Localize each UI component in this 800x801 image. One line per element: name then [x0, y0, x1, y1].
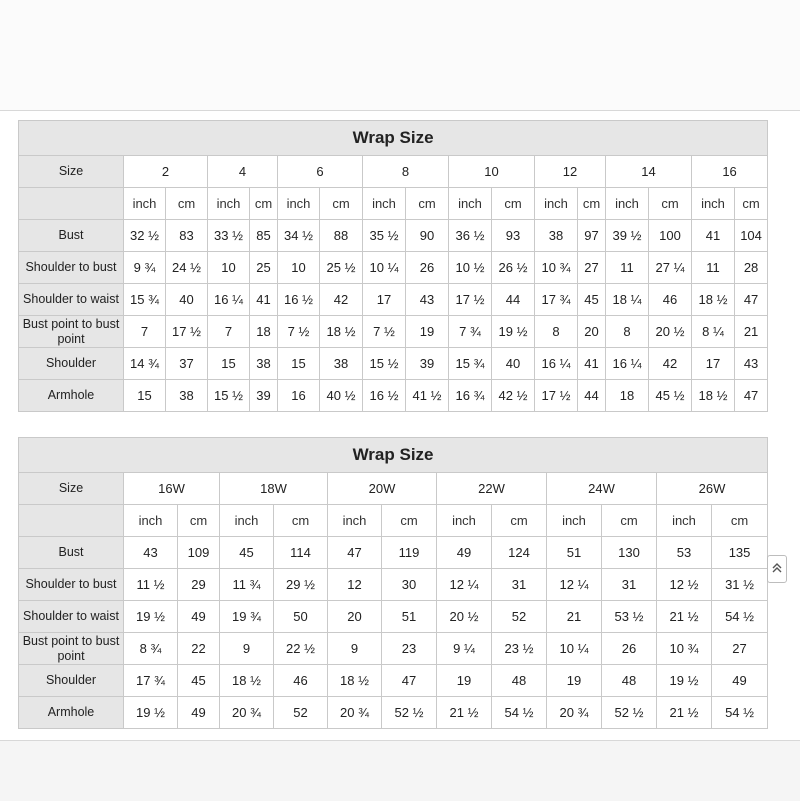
size-header-row — [19, 473, 768, 505]
measurement-value: 54 ½ — [492, 697, 547, 729]
measurement-value: 46 — [649, 284, 692, 316]
measurement-value: 54 ½ — [712, 601, 768, 633]
wrap-size-table-standard — [18, 120, 768, 412]
measurement-value: 20 — [328, 601, 382, 633]
unit-inch-header: inch — [657, 505, 712, 537]
unit-cm-header: cm — [320, 188, 363, 220]
measurement-value: 35 ½ — [363, 220, 406, 252]
table-row — [19, 220, 768, 252]
measurement-value: 38 — [250, 348, 278, 380]
measurement-value: 11 ¾ — [220, 569, 274, 601]
measurement-value: 9 — [220, 633, 274, 665]
unit-row-label — [19, 188, 124, 220]
unit-header-row — [19, 188, 768, 220]
measurement-value: 52 ½ — [602, 697, 657, 729]
measurement-value: 49 — [437, 537, 492, 569]
measurement-value: 52 ½ — [382, 697, 437, 729]
measurement-value: 19 — [406, 316, 449, 348]
measurement-value: 25 — [250, 252, 278, 284]
measurement-value: 38 — [166, 380, 208, 412]
measurement-value: 7 ½ — [278, 316, 320, 348]
size-header: 18W — [220, 473, 328, 505]
measurement-value: 9 — [328, 633, 382, 665]
measurement-value: 14 ¾ — [124, 348, 166, 380]
size-header: 12 — [535, 156, 606, 188]
measurement-value: 17 ½ — [166, 316, 208, 348]
unit-cm-header: cm — [492, 188, 535, 220]
measurement-value: 19 ¾ — [220, 601, 274, 633]
measurement-value: 21 ½ — [657, 697, 712, 729]
measurement-value: 85 — [250, 220, 278, 252]
measurement-value: 12 ½ — [657, 569, 712, 601]
measurement-value: 11 ½ — [124, 569, 178, 601]
measurement-value: 8 — [606, 316, 649, 348]
measurement-value: 41 ½ — [406, 380, 449, 412]
measurement-value: 53 ½ — [602, 601, 657, 633]
size-label: Size — [19, 156, 124, 188]
measurement-value: 20 ½ — [437, 601, 492, 633]
measurement-value: 18 ½ — [692, 380, 735, 412]
measurement-value: 16 ½ — [278, 284, 320, 316]
measurement-value: 43 — [406, 284, 449, 316]
table-row — [19, 252, 768, 284]
measurement-value: 45 — [178, 665, 220, 697]
measurement-value: 45 — [220, 537, 274, 569]
measurement-value: 26 — [602, 633, 657, 665]
table-row — [19, 665, 768, 697]
measurement-value: 19 ½ — [124, 601, 178, 633]
measurement-value: 100 — [649, 220, 692, 252]
measurement-value: 20 ¾ — [547, 697, 602, 729]
measurement-label: Bust — [19, 537, 124, 569]
measurement-value: 23 ½ — [492, 633, 547, 665]
measurement-value: 45 — [578, 284, 606, 316]
unit-inch-header: inch — [535, 188, 578, 220]
measurement-value: 90 — [406, 220, 449, 252]
unit-inch-header: inch — [437, 505, 492, 537]
measurement-value: 114 — [274, 537, 328, 569]
measurement-value: 20 ¾ — [328, 697, 382, 729]
table-title: Wrap Size — [19, 121, 768, 156]
measurement-value: 54 ½ — [712, 697, 768, 729]
measurement-value: 53 — [657, 537, 712, 569]
measurement-value: 49 — [712, 665, 768, 697]
measurement-value: 18 — [250, 316, 278, 348]
unit-cm-header: cm — [406, 188, 449, 220]
measurement-value: 33 ½ — [208, 220, 250, 252]
measurement-value: 18 — [606, 380, 649, 412]
measurement-value: 40 — [166, 284, 208, 316]
measurement-value: 23 — [382, 633, 437, 665]
measurement-value: 10 — [208, 252, 250, 284]
measurement-value: 47 — [382, 665, 437, 697]
unit-inch-header: inch — [278, 188, 320, 220]
measurement-value: 25 ½ — [320, 252, 363, 284]
size-header: 20W — [328, 473, 437, 505]
measurement-value: 40 — [492, 348, 535, 380]
size-header: 2 — [124, 156, 208, 188]
measurement-value: 17 — [363, 284, 406, 316]
wrap-size-table-plus — [18, 437, 768, 729]
measurement-value: 22 ½ — [274, 633, 328, 665]
measurement-value: 15 ½ — [363, 348, 406, 380]
table-row — [19, 380, 768, 412]
measurement-value: 88 — [320, 220, 363, 252]
measurement-value: 10 ¾ — [657, 633, 712, 665]
measurement-value: 10 ½ — [449, 252, 492, 284]
measurement-value: 19 ½ — [124, 697, 178, 729]
measurement-value: 18 ¼ — [606, 284, 649, 316]
measurement-value: 21 ½ — [657, 601, 712, 633]
unit-inch-header: inch — [692, 188, 735, 220]
size-header: 16 — [692, 156, 768, 188]
measurement-value: 37 — [166, 348, 208, 380]
measurement-value: 17 ¾ — [124, 665, 178, 697]
measurement-value: 124 — [492, 537, 547, 569]
measurement-value: 10 ¼ — [547, 633, 602, 665]
measurement-value: 16 — [278, 380, 320, 412]
measurement-value: 109 — [178, 537, 220, 569]
unit-cm-header: cm — [166, 188, 208, 220]
measurement-value: 19 — [547, 665, 602, 697]
measurement-value: 48 — [602, 665, 657, 697]
measurement-value: 93 — [492, 220, 535, 252]
measurement-value: 16 ¼ — [535, 348, 578, 380]
measurement-value: 21 ½ — [437, 697, 492, 729]
measurement-value: 8 — [535, 316, 578, 348]
measurement-label: Armhole — [19, 697, 124, 729]
measurement-value: 20 ½ — [649, 316, 692, 348]
measurement-label: Bust point to bust point — [19, 633, 124, 665]
measurement-value: 42 — [320, 284, 363, 316]
measurement-value: 18 ½ — [328, 665, 382, 697]
unit-inch-header: inch — [363, 188, 406, 220]
unit-inch-header: inch — [606, 188, 649, 220]
measurement-value: 21 — [547, 601, 602, 633]
measurement-value: 34 ½ — [278, 220, 320, 252]
table-row — [19, 601, 768, 633]
size-header: 4 — [208, 156, 278, 188]
measurement-value: 48 — [492, 665, 547, 697]
measurement-value: 18 ½ — [320, 316, 363, 348]
measurement-value: 8 ¼ — [692, 316, 735, 348]
measurement-value: 49 — [178, 697, 220, 729]
measurement-value: 16 ¼ — [606, 348, 649, 380]
measurement-label: Shoulder — [19, 348, 124, 380]
measurement-value: 42 ½ — [492, 380, 535, 412]
page-header-band — [0, 0, 800, 111]
measurement-value: 17 ¾ — [535, 284, 578, 316]
measurement-value: 51 — [382, 601, 437, 633]
measurement-value: 28 — [735, 252, 768, 284]
measurement-label: Bust point to bust point — [19, 316, 124, 348]
measurement-value: 7 ¾ — [449, 316, 492, 348]
unit-inch-header: inch — [220, 505, 274, 537]
measurement-value: 38 — [535, 220, 578, 252]
measurement-value: 30 — [382, 569, 437, 601]
measurement-value: 21 — [735, 316, 768, 348]
measurement-value: 32 ½ — [124, 220, 166, 252]
measurement-value: 12 ¼ — [547, 569, 602, 601]
measurement-value: 18 ½ — [692, 284, 735, 316]
table-row — [19, 348, 768, 380]
measurement-value: 41 — [250, 284, 278, 316]
measurement-value: 29 ½ — [274, 569, 328, 601]
table-row — [19, 316, 768, 348]
measurement-value: 9 ¾ — [124, 252, 166, 284]
measurement-value: 29 — [178, 569, 220, 601]
measurement-label: Shoulder to bust — [19, 569, 124, 601]
measurement-value: 27 — [712, 633, 768, 665]
measurement-value: 15 ¾ — [449, 348, 492, 380]
unit-cm-header: cm — [178, 505, 220, 537]
measurement-value: 17 ½ — [535, 380, 578, 412]
measurement-value: 15 ½ — [208, 380, 250, 412]
unit-inch-header: inch — [124, 188, 166, 220]
measurement-value: 50 — [274, 601, 328, 633]
unit-header-row — [19, 505, 768, 537]
measurement-value: 31 — [602, 569, 657, 601]
size-header: 16W — [124, 473, 220, 505]
measurement-value: 19 ½ — [492, 316, 535, 348]
measurement-value: 31 — [492, 569, 547, 601]
measurement-value: 43 — [735, 348, 768, 380]
unit-cm-header: cm — [382, 505, 437, 537]
measurement-value: 7 ½ — [363, 316, 406, 348]
measurement-value: 47 — [735, 284, 768, 316]
measurement-value: 119 — [382, 537, 437, 569]
table-row — [19, 697, 768, 729]
scroll-to-top-button[interactable] — [767, 555, 787, 583]
measurement-value: 16 ¾ — [449, 380, 492, 412]
size-header-row — [19, 156, 768, 188]
measurement-value: 17 — [692, 348, 735, 380]
measurement-value: 24 ½ — [166, 252, 208, 284]
table-title-row — [19, 121, 768, 156]
unit-cm-header: cm — [649, 188, 692, 220]
measurement-value: 47 — [328, 537, 382, 569]
measurement-value: 97 — [578, 220, 606, 252]
measurement-value: 49 — [178, 601, 220, 633]
table-row — [19, 633, 768, 665]
measurement-value: 135 — [712, 537, 768, 569]
measurement-value: 11 — [692, 252, 735, 284]
measurement-value: 7 — [124, 316, 166, 348]
unit-inch-header: inch — [449, 188, 492, 220]
measurement-value: 15 — [278, 348, 320, 380]
measurement-value: 83 — [166, 220, 208, 252]
measurement-value: 15 ¾ — [124, 284, 166, 316]
measurement-value: 41 — [692, 220, 735, 252]
table-title-row — [19, 438, 768, 473]
unit-cm-header: cm — [712, 505, 768, 537]
measurement-value: 9 ¼ — [437, 633, 492, 665]
measurement-value: 27 ¼ — [649, 252, 692, 284]
size-header: 10 — [449, 156, 535, 188]
table-row — [19, 537, 768, 569]
size-header: 24W — [547, 473, 657, 505]
measurement-value: 38 — [320, 348, 363, 380]
size-header: 6 — [278, 156, 363, 188]
measurement-value: 43 — [124, 537, 178, 569]
measurement-value: 7 — [208, 316, 250, 348]
size-header: 14 — [606, 156, 692, 188]
unit-row-label — [19, 505, 124, 537]
table-row — [19, 569, 768, 601]
measurement-label: Shoulder — [19, 665, 124, 697]
measurement-value: 52 — [492, 601, 547, 633]
measurement-value: 45 ½ — [649, 380, 692, 412]
measurement-value: 17 ½ — [449, 284, 492, 316]
measurement-value: 130 — [602, 537, 657, 569]
unit-inch-header: inch — [124, 505, 178, 537]
measurement-value: 44 — [492, 284, 535, 316]
measurement-value: 39 — [406, 348, 449, 380]
unit-cm-header: cm — [735, 188, 768, 220]
measurement-value: 12 — [328, 569, 382, 601]
measurement-value: 20 — [578, 316, 606, 348]
measurement-value: 41 — [578, 348, 606, 380]
table-row — [19, 284, 768, 316]
measurement-value: 39 — [250, 380, 278, 412]
measurement-value: 22 — [178, 633, 220, 665]
unit-inch-header: inch — [328, 505, 382, 537]
unit-inch-header: inch — [208, 188, 250, 220]
measurement-value: 10 ¼ — [363, 252, 406, 284]
measurement-value: 12 ¼ — [437, 569, 492, 601]
measurement-value: 10 — [278, 252, 320, 284]
measurement-value: 26 ½ — [492, 252, 535, 284]
measurement-label: Shoulder to bust — [19, 252, 124, 284]
measurement-value: 8 ¾ — [124, 633, 178, 665]
measurement-value: 44 — [578, 380, 606, 412]
size-header: 26W — [657, 473, 768, 505]
measurement-label: Armhole — [19, 380, 124, 412]
measurement-label: Bust — [19, 220, 124, 252]
size-header: 8 — [363, 156, 449, 188]
measurement-value: 52 — [274, 697, 328, 729]
measurement-value: 46 — [274, 665, 328, 697]
measurement-value: 104 — [735, 220, 768, 252]
measurement-value: 20 ¾ — [220, 697, 274, 729]
measurement-value: 16 ¼ — [208, 284, 250, 316]
measurement-value: 27 — [578, 252, 606, 284]
unit-cm-header: cm — [602, 505, 657, 537]
page-footer-band — [0, 740, 800, 801]
size-header: 22W — [437, 473, 547, 505]
unit-inch-header: inch — [547, 505, 602, 537]
measurement-value: 15 — [124, 380, 166, 412]
measurement-value: 16 ½ — [363, 380, 406, 412]
measurement-value: 36 ½ — [449, 220, 492, 252]
measurement-value: 40 ½ — [320, 380, 363, 412]
table-title: Wrap Size — [19, 438, 768, 473]
measurement-label: Shoulder to waist — [19, 601, 124, 633]
measurement-value: 26 — [406, 252, 449, 284]
unit-cm-header: cm — [250, 188, 278, 220]
measurement-value: 18 ½ — [220, 665, 274, 697]
double-chevron-up-icon — [772, 562, 782, 577]
measurement-value: 19 ½ — [657, 665, 712, 697]
unit-cm-header: cm — [274, 505, 328, 537]
measurement-value: 31 ½ — [712, 569, 768, 601]
measurement-value: 11 — [606, 252, 649, 284]
measurement-value: 47 — [735, 380, 768, 412]
measurement-value: 42 — [649, 348, 692, 380]
measurement-value: 10 ¾ — [535, 252, 578, 284]
unit-cm-header: cm — [578, 188, 606, 220]
unit-cm-header: cm — [492, 505, 547, 537]
measurement-value: 39 ½ — [606, 220, 649, 252]
measurement-value: 15 — [208, 348, 250, 380]
measurement-label: Shoulder to waist — [19, 284, 124, 316]
measurement-value: 19 — [437, 665, 492, 697]
measurement-value: 51 — [547, 537, 602, 569]
size-label: Size — [19, 473, 124, 505]
